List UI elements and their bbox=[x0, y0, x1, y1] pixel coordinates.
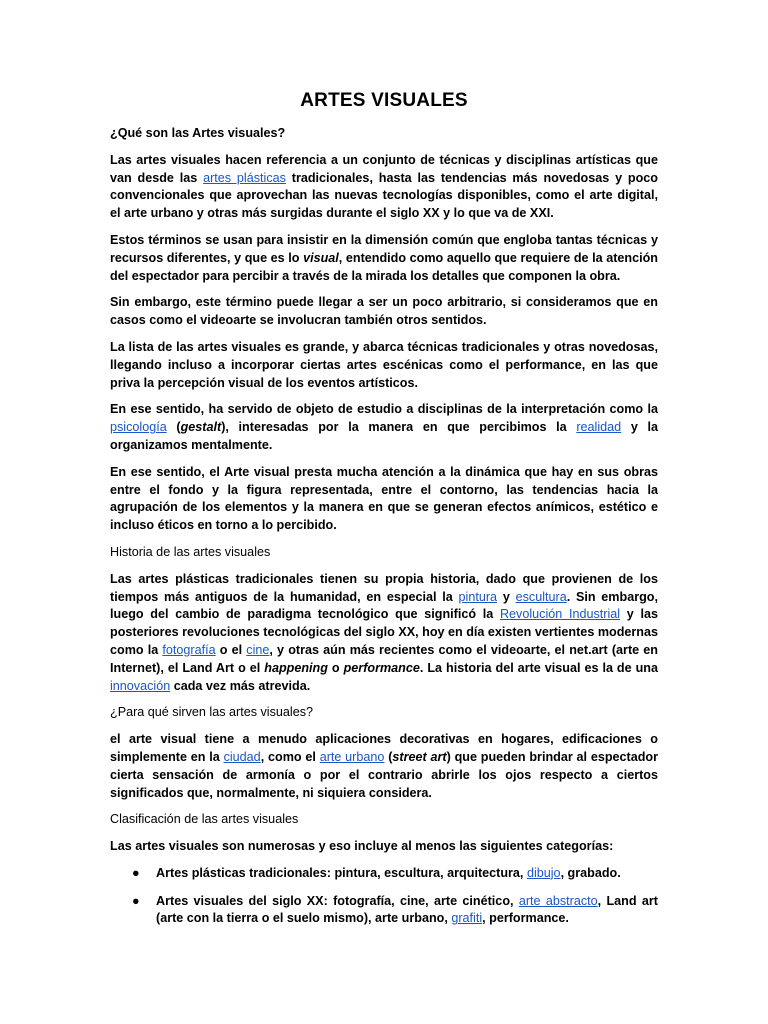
heading-classification: Clasificación de las artes visuales bbox=[110, 812, 299, 827]
text: ) que pueden brindar al espectador cierta sensación de armonía o por el contrario abrirle los ojos respecto a ciertos significados que, normalmente, ni siquiera considera. bbox=[110, 749, 659, 800]
heading-what-are: ¿Qué son las Artes visuales? bbox=[110, 126, 286, 140]
italic-text: happening bbox=[264, 660, 328, 675]
text: tradicionales, hasta las tendencias más novedosas y poco convencionales que aprovechan las nuevas tecnologías disponibles, como el arte digital, el arte urbano y otras más surgidas durante el siglo XX y lo que va de XXI. bbox=[110, 170, 658, 221]
text: , entendido como aquello que requiere de la atención del espectador para percibir a través de la mirada los detalles que componen la obra. bbox=[110, 250, 658, 283]
categories-list bbox=[110, 865, 658, 928]
text: Artes visuales del siglo XX: fotografía, cine, arte cinético, bbox=[156, 893, 519, 908]
text: , grabado. bbox=[560, 865, 621, 880]
text: , performance. bbox=[482, 911, 569, 926]
link-pintura[interactable]: pintura bbox=[458, 589, 498, 604]
link-escultura[interactable]: escultura bbox=[515, 589, 567, 604]
paragraph-history bbox=[110, 571, 658, 696]
text: , Land art (arte con la tierra o el suelo mismo), arte urbano, bbox=[156, 893, 658, 926]
link-artes-plasticas[interactable]: artes plásticas bbox=[203, 170, 286, 185]
link-arte-urbano[interactable]: arte urbano bbox=[319, 749, 385, 764]
text: o bbox=[327, 660, 344, 675]
italic-text: gestalt bbox=[180, 420, 222, 435]
text: ), interesadas por la manera en que percibimos la bbox=[221, 420, 577, 435]
link-innovacion[interactable]: innovación bbox=[110, 678, 171, 693]
paragraph-dynamics: En ese sentido, el Arte visual presta mucha atención a la dinámica que hay en sus obras entre el fondo y la figura representada, entre el contorno, las tendencias hacia la agrupación de los elementos y la manera en que se generan efectos anímicos, estético e incluso éticos en torno a lo percibido. bbox=[110, 464, 658, 533]
text: y las posteriores revoluciones tecnológicas del siglo XX, hoy en día existen vertientes modernas como la bbox=[110, 607, 659, 657]
text: cada vez más atrevida. bbox=[170, 678, 311, 693]
list-item bbox=[110, 893, 658, 929]
italic-text: performance bbox=[343, 660, 420, 675]
paragraph-arbitrary: Sin embargo, este término puede llegar a ser un poco arbitrario, si consideramos que en casos como el videoarte se involucran también otros sentidos. bbox=[110, 295, 658, 328]
italic-text: visual bbox=[303, 250, 339, 265]
text: el arte visual tiene a menudo aplicaciones decorativas en hogares, edificaciones o simplemente en la bbox=[110, 732, 658, 764]
text: . Sin embargo, luego del cambio de paradigma tecnológico que significó la bbox=[110, 589, 658, 622]
link-realidad[interactable]: realidad bbox=[576, 420, 622, 435]
link-fotografia[interactable]: fotografía bbox=[162, 642, 216, 657]
text: Artes plásticas tradicionales: pintura, escultura, arquitectura, bbox=[156, 865, 527, 880]
text: ( bbox=[166, 420, 181, 435]
bullet-icon: ● bbox=[132, 865, 140, 880]
text: o el bbox=[215, 642, 247, 657]
text: y bbox=[497, 589, 516, 604]
link-arte-abstracto[interactable]: arte abstracto bbox=[518, 893, 598, 908]
document-title: ARTES VISUALES bbox=[300, 90, 468, 111]
text: Las artes plásticas tradicionales tienen su propia historia, dado que provienen de los tiempos más antiguos de la humanidad, en especial la bbox=[110, 571, 658, 604]
link-dibujo[interactable]: dibujo bbox=[526, 865, 561, 880]
paragraph-categories-intro: Las artes visuales son numerosas y eso incluye al menos las siguientes categorías: bbox=[110, 839, 614, 854]
text: , y otras aún más recientes como el videoarte, el net.art (arte en Internet), el Land Art o el bbox=[110, 642, 658, 675]
link-grafiti[interactable]: grafiti bbox=[451, 911, 483, 926]
paragraph-visual-dimension bbox=[110, 232, 658, 285]
paragraph-interpretation bbox=[110, 401, 658, 454]
text: En ese sentido, ha servido de objeto de estudio a disciplinas de la interpretación como la bbox=[110, 402, 658, 417]
text: Estos términos se usan para insistir en la dimensión común que engloba tantas técnicas y recursos diferentes, y que es lo bbox=[110, 232, 658, 265]
heading-purpose: ¿Para qué sirven las artes visuales? bbox=[110, 705, 313, 720]
paragraph-purpose bbox=[110, 731, 658, 802]
link-cine[interactable]: cine bbox=[246, 642, 270, 657]
italic-text: street art bbox=[392, 749, 447, 764]
paragraph-list-scope: La lista de las artes visuales es grande, y abarca técnicas tradicionales y otras novedosas, llegando incluso a incorporar ciertas artes escénicas como el performance, en las que priva la percepción visual de los eventos artísticos. bbox=[110, 339, 658, 390]
text: . La historia del arte visual es la de una bbox=[419, 660, 658, 675]
text: , como el bbox=[260, 749, 320, 764]
text: ( bbox=[384, 749, 393, 764]
link-ciudad[interactable]: ciudad bbox=[223, 749, 261, 764]
text: Las artes visuales hacen referencia a un conjunto de técnicas y disciplinas artísticas que van desde las bbox=[110, 152, 658, 185]
text: y la organizamos mentalmente. bbox=[110, 420, 658, 452]
link-psicologia[interactable]: psicología bbox=[110, 420, 167, 435]
bullet-icon: ● bbox=[132, 893, 140, 908]
paragraph-definition bbox=[110, 152, 658, 223]
list-item bbox=[110, 865, 658, 883]
heading-history: Historia de las artes visuales bbox=[110, 544, 271, 559]
link-revolucion-industrial[interactable]: Revolución Industrial bbox=[499, 607, 621, 622]
